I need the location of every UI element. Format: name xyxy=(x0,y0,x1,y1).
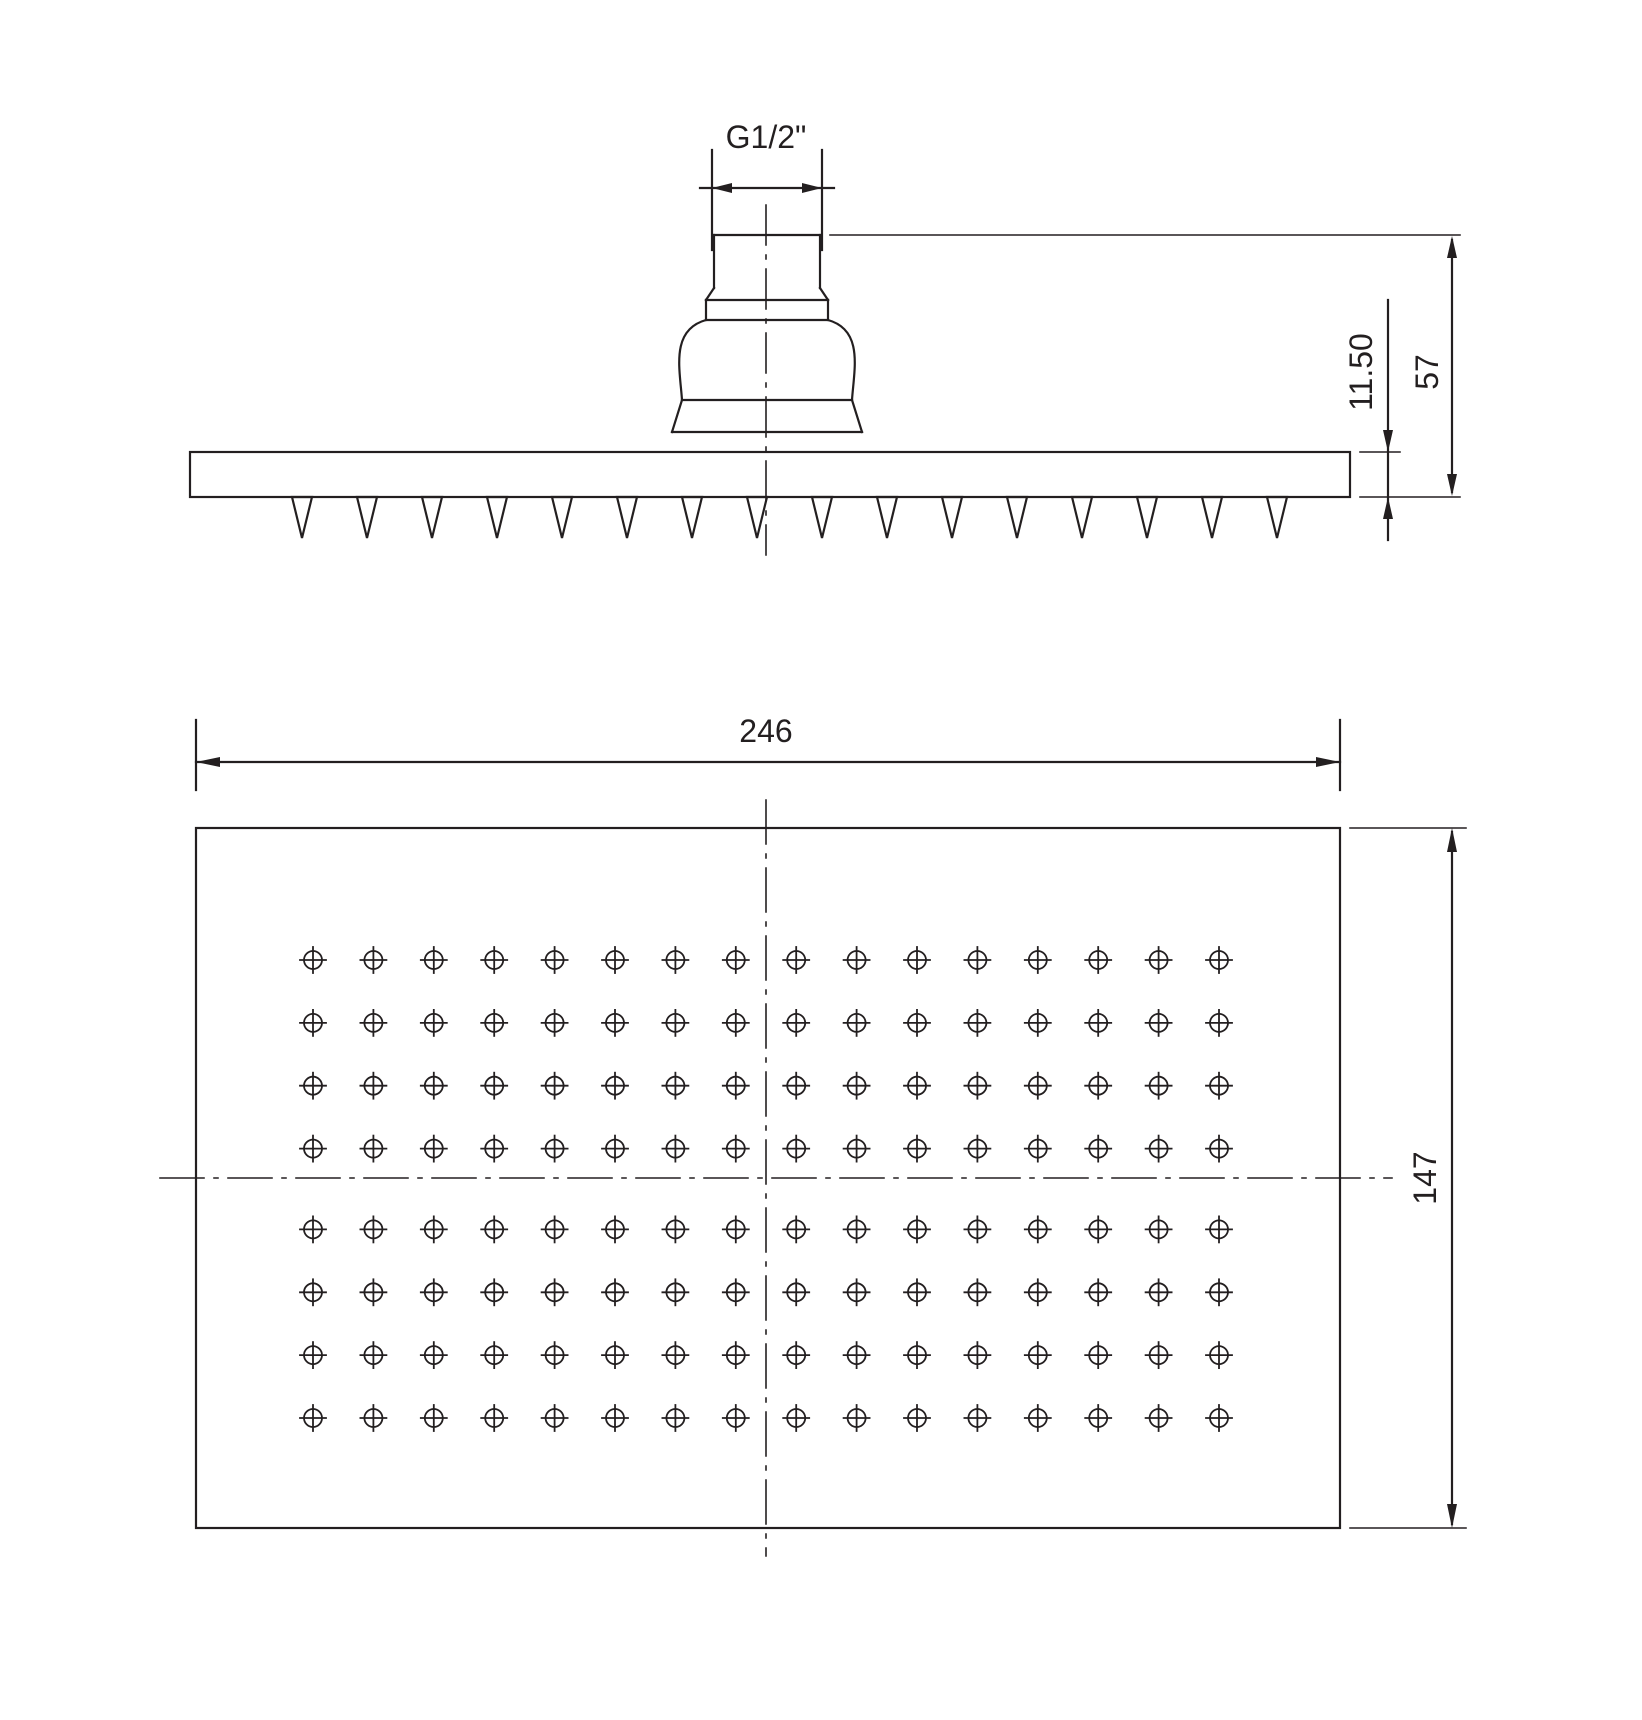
nozzle xyxy=(360,1136,386,1162)
width-dimension-label: 246 xyxy=(739,713,793,749)
nozzle xyxy=(1085,1279,1111,1305)
nozzle xyxy=(723,1279,749,1305)
nozzle xyxy=(723,1405,749,1431)
nozzle xyxy=(662,1010,688,1036)
nozzle xyxy=(1146,1405,1172,1431)
thread-dimension-label: G1/2" xyxy=(725,119,807,155)
plan-view xyxy=(160,720,1466,1556)
nozzle xyxy=(1025,1010,1051,1036)
overall-height-label: 57 xyxy=(1409,354,1445,390)
nozzle xyxy=(542,1010,568,1036)
nozzle xyxy=(1146,1136,1172,1162)
nozzle xyxy=(421,1073,447,1099)
nozzle xyxy=(662,1216,688,1242)
nozzle xyxy=(1085,1136,1111,1162)
nozzle xyxy=(1085,1342,1111,1368)
nozzle xyxy=(723,1136,749,1162)
nozzle xyxy=(1146,1279,1172,1305)
nozzle xyxy=(1206,1405,1232,1431)
nozzle xyxy=(360,1342,386,1368)
nozzle xyxy=(602,1279,628,1305)
nozzle xyxy=(1025,1073,1051,1099)
nozzle xyxy=(602,1136,628,1162)
nozzle xyxy=(1206,1073,1232,1099)
nozzle xyxy=(542,1073,568,1099)
nozzle xyxy=(421,1279,447,1305)
nozzle xyxy=(662,1073,688,1099)
nozzle xyxy=(1025,1342,1051,1368)
plate-thickness-dimension xyxy=(1383,300,1393,540)
nozzle xyxy=(1025,1216,1051,1242)
nozzle xyxy=(481,947,507,973)
nozzle xyxy=(1146,1216,1172,1242)
nozzle xyxy=(904,1216,930,1242)
nozzle xyxy=(1146,947,1172,973)
nozzle xyxy=(300,1010,326,1036)
nozzle xyxy=(1085,1216,1111,1242)
nozzle xyxy=(481,1010,507,1036)
nozzle xyxy=(481,1216,507,1242)
nozzle xyxy=(844,1136,870,1162)
nozzle xyxy=(723,1010,749,1036)
nozzle xyxy=(844,947,870,973)
nozzle xyxy=(1146,1342,1172,1368)
nozzle xyxy=(421,1010,447,1036)
nozzle xyxy=(783,1405,809,1431)
nozzle xyxy=(360,1405,386,1431)
nozzle xyxy=(1206,1136,1232,1162)
nozzle xyxy=(662,1342,688,1368)
nozzle xyxy=(662,1136,688,1162)
nozzle xyxy=(360,1073,386,1099)
nozzle xyxy=(1206,1342,1232,1368)
nozzle xyxy=(602,1073,628,1099)
nozzle xyxy=(1206,947,1232,973)
nozzle xyxy=(844,1073,870,1099)
nozzle xyxy=(783,1136,809,1162)
nozzle xyxy=(904,1342,930,1368)
nozzle xyxy=(300,1216,326,1242)
nozzle xyxy=(360,1010,386,1036)
nozzle xyxy=(300,1073,326,1099)
nozzle xyxy=(602,1405,628,1431)
nozzle xyxy=(904,947,930,973)
nozzle xyxy=(783,1073,809,1099)
nozzle xyxy=(904,1405,930,1431)
nozzle xyxy=(421,1136,447,1162)
nozzle xyxy=(421,1342,447,1368)
nozzle xyxy=(1085,947,1111,973)
nozzle xyxy=(1025,1136,1051,1162)
nozzle xyxy=(1085,1073,1111,1099)
nozzle xyxy=(1206,1279,1232,1305)
nozzle xyxy=(1206,1216,1232,1242)
nozzle xyxy=(300,1405,326,1431)
nozzle xyxy=(904,1010,930,1036)
nozzle xyxy=(662,947,688,973)
nozzle xyxy=(602,947,628,973)
nozzle xyxy=(964,1216,990,1242)
nozzle xyxy=(421,947,447,973)
nozzle xyxy=(662,1279,688,1305)
nozzle xyxy=(723,947,749,973)
plate-side-section xyxy=(190,452,1350,497)
nozzle xyxy=(421,1216,447,1242)
nozzle xyxy=(723,1216,749,1242)
nozzle xyxy=(904,1073,930,1099)
nozzle xyxy=(542,1279,568,1305)
nozzle xyxy=(964,1136,990,1162)
nozzle xyxy=(783,1010,809,1036)
nozzle xyxy=(964,1342,990,1368)
nozzle xyxy=(1025,947,1051,973)
nozzle xyxy=(1146,1010,1172,1036)
nozzle xyxy=(1206,1010,1232,1036)
nozzle xyxy=(964,1279,990,1305)
nozzle xyxy=(844,1010,870,1036)
nozzle xyxy=(1025,1279,1051,1305)
nozzle xyxy=(360,1216,386,1242)
depth-dimension-label: 147 xyxy=(1407,1151,1443,1205)
nozzle xyxy=(300,1279,326,1305)
nozzle-teeth xyxy=(292,497,1287,538)
nozzle xyxy=(360,1279,386,1305)
nozzle xyxy=(602,1010,628,1036)
nozzle xyxy=(300,947,326,973)
nozzle xyxy=(783,1342,809,1368)
nozzle xyxy=(1085,1010,1111,1036)
nozzle xyxy=(783,1279,809,1305)
side-elevation-view xyxy=(190,150,1460,555)
connector-body xyxy=(672,235,862,432)
nozzle xyxy=(662,1405,688,1431)
nozzle xyxy=(1146,1073,1172,1099)
nozzle xyxy=(723,1073,749,1099)
nozzle xyxy=(1085,1405,1111,1431)
overall-height-dimension xyxy=(1447,236,1457,496)
nozzle xyxy=(542,1405,568,1431)
nozzle xyxy=(1025,1405,1051,1431)
nozzle xyxy=(481,1136,507,1162)
nozzle xyxy=(602,1342,628,1368)
nozzle xyxy=(360,947,386,973)
nozzle xyxy=(904,1279,930,1305)
nozzle xyxy=(844,1216,870,1242)
nozzle xyxy=(844,1279,870,1305)
nozzle xyxy=(844,1405,870,1431)
nozzle xyxy=(542,1216,568,1242)
nozzle xyxy=(904,1136,930,1162)
nozzle xyxy=(723,1342,749,1368)
nozzle xyxy=(481,1073,507,1099)
nozzle xyxy=(481,1342,507,1368)
nozzle xyxy=(481,1405,507,1431)
nozzle xyxy=(421,1405,447,1431)
nozzle xyxy=(542,1136,568,1162)
nozzle xyxy=(783,1216,809,1242)
nozzle xyxy=(964,1010,990,1036)
plate-thickness-label: 11.50 xyxy=(1343,333,1379,411)
nozzle xyxy=(602,1216,628,1242)
nozzle xyxy=(964,947,990,973)
nozzle xyxy=(964,1405,990,1431)
nozzle xyxy=(844,1342,870,1368)
nozzle xyxy=(481,1279,507,1305)
nozzle xyxy=(542,947,568,973)
nozzle xyxy=(300,1342,326,1368)
nozzle xyxy=(783,947,809,973)
nozzle xyxy=(300,1136,326,1162)
nozzle xyxy=(542,1342,568,1368)
nozzle xyxy=(964,1073,990,1099)
